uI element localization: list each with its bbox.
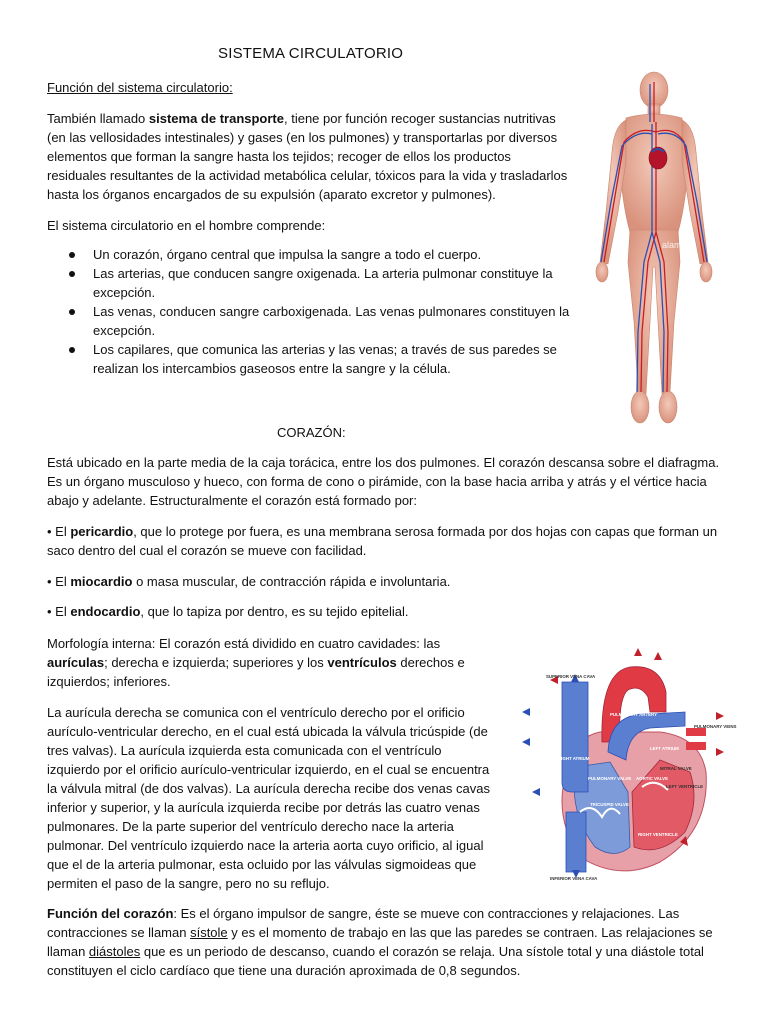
bullet-icon — [69, 252, 75, 258]
morphology-paragraph: Morfología interna: El corazón está dividido en cuatro cavidades: las aurículas; derecha e izquierda; superiores y los ventrículos derechos e izquierdos; inferiores. — [47, 636, 465, 689]
label-tricuspid-valve: TRICUSPID VALVE — [590, 802, 629, 807]
bullet-icon — [69, 347, 75, 353]
label-pulmonary-valve: PULMONARY VALVE — [588, 776, 632, 781]
label-aorta: AORTA — [628, 690, 644, 695]
comprende-paragraph: El sistema circulatorio en el hombre comprende: — [47, 218, 326, 233]
list-item: Las arterias, que conducen sangre oxigenada. La arteria pulmonar constituye la excepción. — [47, 264, 577, 302]
pericardio-paragraph: • El pericardio, que lo protege por fuera, es una membrana serosa formada por dos hojas con capas que forman un saco dentro del cual el corazón se mueve con facilidad. — [47, 524, 718, 558]
circulatory-body-illustration — [578, 62, 730, 434]
location-paragraph: Está ubicado en la parte media de la caja torácica, entre los dos pulmones. El corazón descansa sobre el diafragma. Es un órgano musculoso y hueco, con forma de cono o pirámide, con la base hacia arriba y atrás y el vértice hacia abajo y adelante. Estructuralmente el corazón está formado por: — [47, 455, 720, 508]
function-heading: Función del sistema circulatorio: — [47, 80, 233, 95]
heart-anatomy-diagram — [510, 642, 737, 886]
heart-heading: CORAZÓN: — [277, 425, 346, 440]
label-pulmonary-artery: PULMONARY ARTERY — [610, 712, 657, 717]
label-pulmonary-veins: PULMONARY VEINS — [694, 724, 737, 729]
label-inferior-vena-cava: INFERIOR VENA CAVA — [550, 876, 598, 881]
endocardio-paragraph: • El endocardio, que lo tapiza por dentro, es su tejido epitelial. — [47, 604, 409, 619]
label-mitral-valve: MITRAL VALVE — [660, 766, 692, 771]
label-right-atrium: RIGHT ATRIUM — [558, 756, 590, 761]
list-item: Las venas, conducen sangre carboxigenada. Las venas pulmonares constituyen la excepción. — [47, 302, 577, 340]
body-watermark: alamy — [662, 240, 687, 250]
label-superior-vena-cava: SUPERIOR VENA CAVA — [546, 674, 596, 679]
label-right-ventricle: RIGHT VENTRICLE — [638, 832, 678, 837]
bullet-icon — [69, 309, 75, 315]
list-item: Un corazón, órgano central que impulsa la sangre a todo el cuerpo. — [47, 245, 577, 264]
intro-paragraph: También llamado sistema de transporte, tiene por función recoger sustancias nutritivas (en las vellosidades intestinales) y gases (en los pulmones) y transportarlas por diversos elementos que forman la sangre hasta los tejidos; recoger de ellos los productos residuales resultantes de la actividad metabólica celular, tóxicos para la vida y trasladarlos hasta los órganos encargados de su expulsión (aparato excretor y pulmones). — [47, 111, 568, 202]
document-title: SISTEMA CIRCULATORIO — [218, 45, 404, 62]
list-item: Los capilares, que comunica las arterias y las venas; a través de sus paredes se realizan los intercambios gaseosos entre la sangre y la célula. — [47, 340, 577, 378]
bullet-icon — [69, 271, 75, 277]
miocardio-paragraph: • El miocardio o masa muscular, de contracción rápida e involuntaria. — [47, 574, 451, 589]
label-left-ventricle: LEFT VENTRICLE — [666, 784, 704, 789]
label-left-atrium: LEFT ATRIUM — [650, 746, 679, 751]
components-list — [47, 245, 577, 378]
heart-function-paragraph: Función del corazón: Es el órgano impulsor de sangre, éste se mueve con contracciones y relajaciones. Las contracciones se llaman sístole y es el momento de trabajo en las que las paredes se contraen. Las relajaciones se llaman diástoles que es un periodo de descanso, cuando el corazón se relaja. Una sístole total y una diástole total constituyen el ciclo cardíaco que tiene una duración aproximada de 0,8 segundos. — [47, 906, 713, 978]
label-aortic-valve: AORTIC VALVE — [636, 776, 669, 781]
auricle-paragraph: La aurícula derecha se comunica con el ventrículo derecho por el orificio aurículo-ventricular derecho, en el cual está ubicada la válvula tricúspide (de tres valvas). La aurícula izquierda esta comunicada con el ventrículo izquierdo por el orificio aurículo-ventricular izquierdo, en el cual se encuentra la válvula mitral (de dos valvas). La aurícula derecha recibe dos venas cavas inferior y superior, y la aurícula izquierda recibe por detrás las cuatro venas pulmonares. De la parte superior del ventrículo derecho nace la arteria pulmonar. Del ventrículo izquierdo nace la arteria aorta cuyo orificio, al igual que el de la arteria pulmonar, esta ocluido por las válvulas sigmoideas que permiten el paso de la sangre, pero no su reflujo. — [47, 705, 490, 891]
